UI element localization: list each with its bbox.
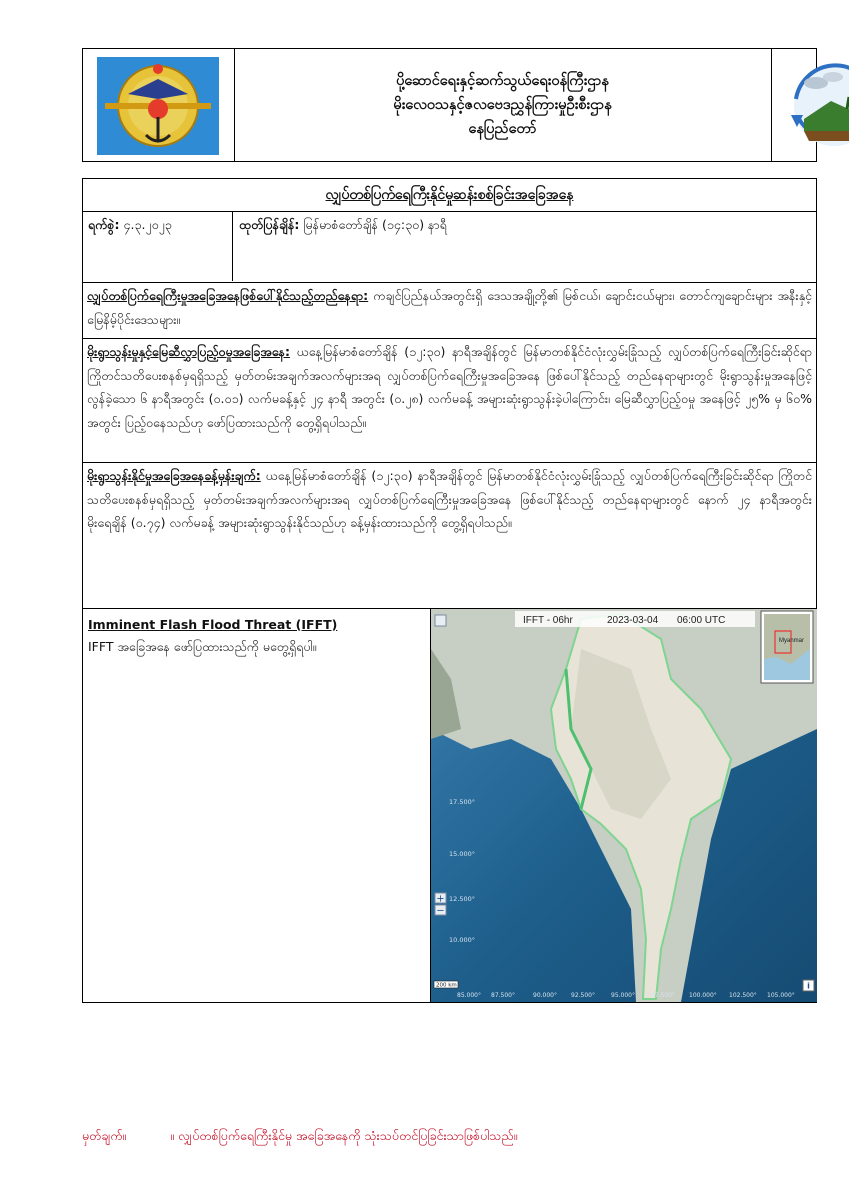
issued-label: ထုတ်ပြန်ချိန်: (239, 217, 300, 232)
rainfall-soil-text: ယနေ့မြန်မာစံတော်ချိန် (၁၂:၃၀) နာရီအချိန်တွင် မြန်မာတစ်နိုင်ငံလုံးလွှမ်းခြုံသည့် လျှပ်တစ်ပြက်ရေကြီးခြင်းဆိုင်ရာ ကြိုတင်သတိပေးစနစ်မှရရှိသည့် မှတ်တမ်းအချက်အလက်များအရ လျှပ်တစ်ပြက်ရေကြီးမှုအခြေအနေ ဖြစ်ပေါ်နိုင်သည့် တည်နေရာများတွင် မိုးရွာသွန်းမှုအနေဖြင့် လွန်ခဲ့သော ၆ နာရီအတွင်း (၀.၀၁) လက်မခန့်နှင့် ၂၄ နာရီ အတွင်း (၀.၂၈) လက်မခန့် အများဆုံးရွာသွန်းခဲ့ပါကြောင်း၊ မြေဆီလွှာပြည့်ဝမှု အနေဖြင့် ၂၅% မှ ၆၀% အတွင်း ပြည့်ဝနေသည်ဟု ဖော်ပြထားသည်ကို တွေ့ရှိရပါသည်။ (87, 344, 812, 430)
ifft-heading: Imminent Flash Flood Threat (IFFT) (88, 617, 338, 632)
risk-area-paragraph (83, 282, 816, 331)
lon-label: 100.000° (689, 992, 717, 999)
ministry-emblem-icon (83, 49, 234, 163)
map-time-label: 06:00 UTC (677, 615, 726, 626)
issued-value: မြန်မာစံတော်ချိန် (၁၄:၃၀) နာရီ (303, 217, 447, 232)
scale-label: 200 km (436, 982, 457, 989)
footer-note-label: မှတ်ချက်။ (82, 1128, 127, 1143)
ifft-map[interactable] (431, 609, 817, 1002)
header-table (82, 48, 817, 162)
lat-label: 17.500° (449, 798, 475, 806)
lon-label: 87.500° (491, 992, 515, 999)
issued-cell (233, 211, 816, 281)
forecast-text: ယနေ့မြန်မာစံတော်ချိန် (၁၂:၃၀) နာရီအချိန်တွင် မြန်မာတစ်နိုင်ငံလုံးလွှမ်းခြုံသည့် လျှပ်တစ်ပြက်ရေကြီးခြင်းဆိုင်ရာ ကြိုတင်သတိပေးစနစ်မှရရှိသည့် မှတ်တမ်းအချက်အလက်များအရ လျှပ်တစ်ပြက်ရေကြီးမှုအခြေအနေ ဖြစ်ပေါ်နိုင်သည့် တည်နေရာများတွင် နောက် ၂၄ နာရီအတွင်း မိုးရေချိန် (၀.၇၄) လက်မခန့် အများဆုံးရွာသွန်းနိုင်သည်ဟု ခန့်မှန်းထားသည်ကို တွေ့ရှိရပါသည်။ (87, 468, 812, 530)
lon-label: 90.000° (533, 992, 557, 999)
date-row (83, 211, 816, 283)
lon-label: 97.500° (651, 992, 675, 999)
risk-area-text: ကချင်ပြည်နယ်အတွင်းရှိ ဒေသအချို့တို့၏ မြစ်ငယ်၊ ချောင်းငယ်များ၊ တောင်ကျချောင်းများ အနီးနှင့် မြေနိမ့်ပိုင်းဒေသများ။ (87, 288, 812, 327)
city-name: နေပြည်တော် (468, 121, 537, 137)
date-label: ရက်စွဲ: (88, 217, 120, 232)
ifft-map-canvas (431, 609, 817, 1002)
rainfall-soil-label: မိုးရွာသွန်းမှုနှင့်မြေဆီလွှာပြည့်ဝမှုအခြေအနေ: (87, 344, 290, 359)
footer-note-text: ။ လျှပ်တစ်ပြက်ရေကြီးနိုင်မှု အခြေအနေကို သုံးသပ်တင်ပြခြင်းသာဖြစ်ပါသည်။ (170, 1128, 518, 1143)
lat-label: 10.000° (449, 936, 475, 944)
ministry-name: ပို့ဆောင်ရေးနှင့်ဆက်သွယ်ရေးဝန်ကြီးဌာန (396, 73, 609, 89)
rainfall-soil-row (83, 338, 816, 463)
left-logo-cell (83, 49, 235, 161)
zoom-out-label: − (436, 905, 445, 917)
lat-label: 15.000° (449, 850, 475, 858)
date-cell (83, 211, 233, 281)
forecast-paragraph (83, 462, 816, 535)
map-date-label: 2023-03-04 (607, 615, 659, 626)
date-value: ၄.၃.၂၀၂၃ (123, 217, 172, 232)
forecast-label: မိုးရွာသွန်းနိုင်မှုအခြေအနေခန့်မှန်းချက်: (87, 468, 261, 483)
lon-label: 95.000° (611, 992, 635, 999)
lon-label: 92.500° (571, 992, 595, 999)
ifft-text: IFFT အခြေအနေ ဖော်ပြထားသည်ကို မတွေ့ရှိရပါ။ (88, 639, 317, 654)
ifft-cell (83, 608, 431, 1002)
header-title-cell (234, 49, 772, 161)
lat-label: 12.500° (449, 895, 475, 903)
layers-icon[interactable] (435, 615, 446, 626)
forecast-row (83, 462, 816, 609)
report-title: လျှပ်တစ်ပြက်ရေကြီးနိုင်မှုဆန်းစစ်ခြင်းအခြေအနေ (325, 187, 574, 203)
map-product-label: IFFT - 06hr (523, 615, 573, 626)
report-title-row (83, 179, 816, 212)
info-icon-glyph: i (807, 981, 810, 991)
footer-note (82, 1128, 817, 1147)
lon-label: 105.000° (767, 992, 795, 999)
hydrological-cycle-icon (771, 49, 849, 163)
risk-area-label: လျှပ်တစ်ပြက်ရေကြီးမှုအခြေအနေဖြစ်ပေါ်နိုင်သည့်တည်နေရာ: (87, 288, 369, 303)
lon-label: 102.500° (729, 992, 757, 999)
right-logo-cell (771, 49, 816, 161)
risk-area-row (83, 282, 816, 339)
report-box (82, 178, 817, 1003)
rainfall-soil-paragraph (83, 338, 816, 434)
inset-label: Myanmar (779, 638, 805, 644)
lon-label: 85.000° (457, 992, 481, 999)
department-name: မိုးလေဝသနှင့်ဇလဗေဒညွှန်ကြားမှုဦးစီးဌာန (393, 97, 612, 113)
zoom-in-label: + (436, 893, 445, 905)
